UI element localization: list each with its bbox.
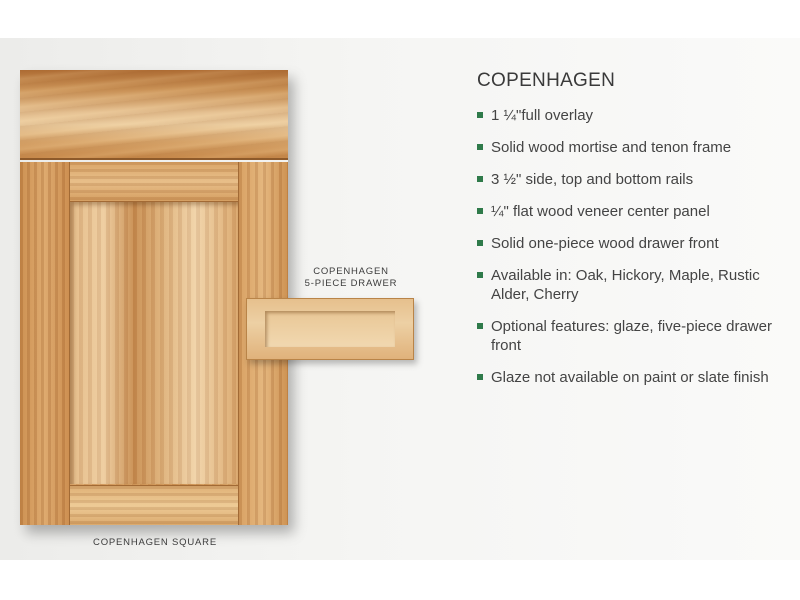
feature-item (477, 266, 792, 304)
feature-item (477, 106, 792, 125)
drawer-caption (296, 266, 406, 290)
center-panel (70, 202, 238, 484)
feature-text: 1 ¼"full overlay (491, 107, 594, 124)
bullet-icon (477, 112, 483, 118)
feature-text: Solid wood mortise and tenon frame (491, 139, 732, 156)
bullet-icon (477, 144, 483, 150)
drawer-caption-line1: COPENHAGEN (313, 266, 389, 277)
bullet-icon (477, 176, 483, 182)
feature-text: Available in: Oak, Hickory, Maple, Rustic Alder, Cherry (491, 267, 760, 303)
top-rail (70, 162, 238, 202)
feature-text: Glaze not available on paint or slate finish (491, 369, 769, 386)
bullet-icon (477, 208, 483, 214)
bottom-rail (70, 485, 238, 525)
left-stile (20, 162, 70, 525)
feature-item (477, 234, 792, 253)
feature-item (477, 138, 792, 157)
door-caption: COPENHAGEN SQUARE (93, 537, 217, 548)
feature-text: 3 ½" side, top and bottom rails (491, 171, 694, 188)
five-piece-drawer-image (246, 298, 414, 360)
feature-item (477, 368, 792, 387)
feature-text: ¼" flat wood veneer center panel (491, 203, 710, 220)
drawer-caption-line2: 5-PIECE DRAWER (304, 278, 398, 289)
feature-item (477, 202, 792, 221)
feature-item (477, 170, 792, 189)
drawer-recessed-panel (265, 311, 395, 347)
feature-item (477, 317, 792, 355)
feature-list (477, 106, 792, 400)
bullet-icon (477, 240, 483, 246)
product-title: COPENHAGEN (477, 70, 616, 91)
bullet-icon (477, 272, 483, 278)
feature-text: Optional features: glaze, five-piece drawer front (491, 318, 772, 354)
drawer-front-image (20, 70, 288, 160)
feature-text: Solid one-piece wood drawer front (491, 235, 719, 252)
bullet-icon (477, 374, 483, 380)
bullet-icon (477, 323, 483, 329)
